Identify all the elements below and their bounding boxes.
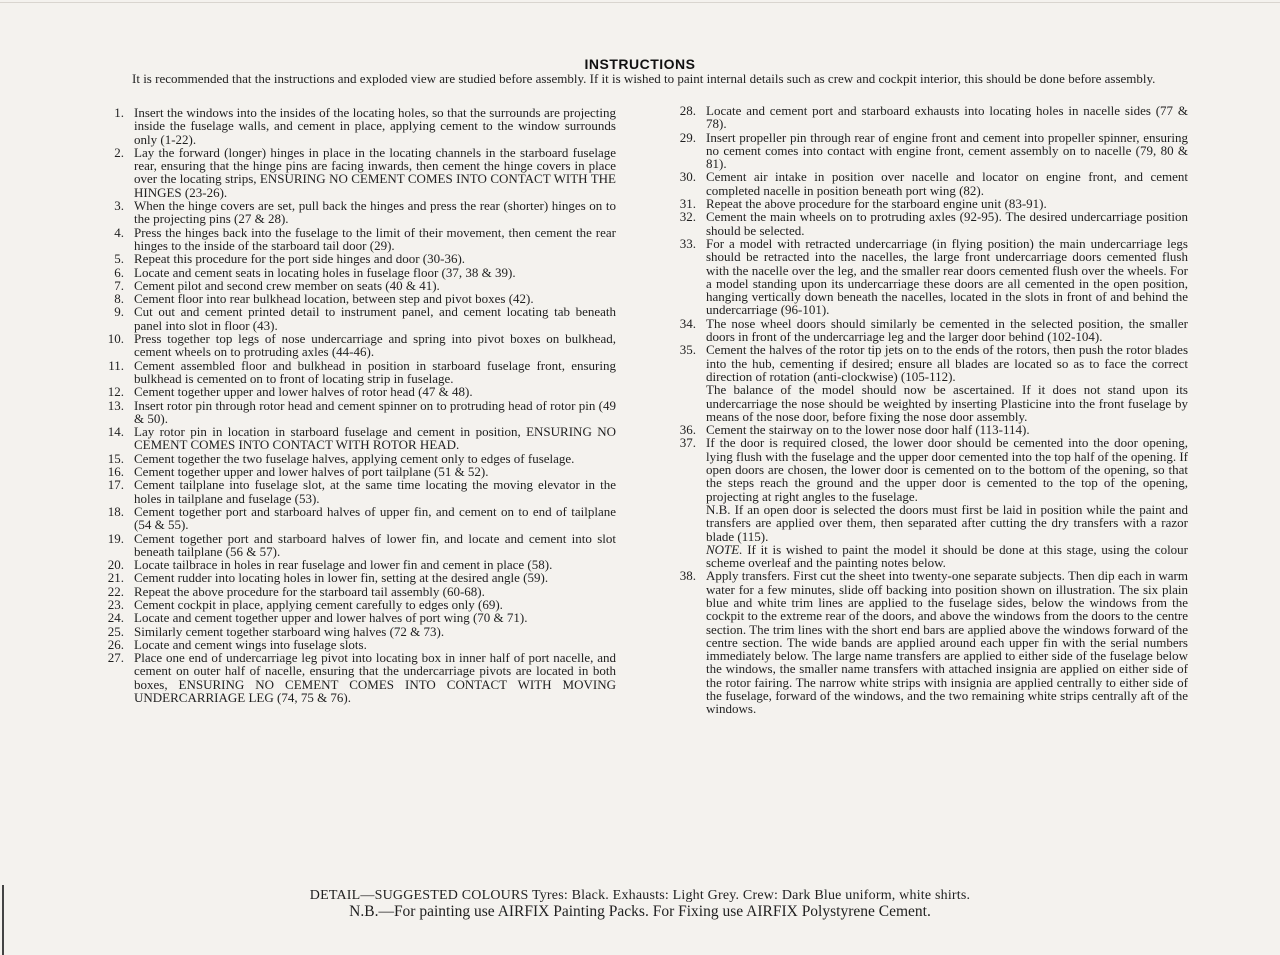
step-number: 15. bbox=[107, 450, 124, 466]
instruction-step bbox=[672, 343, 1188, 423]
paint-note bbox=[706, 543, 1188, 570]
instruction-step bbox=[100, 226, 616, 253]
step-text: Lay rotor pin in location in starboard fuselage and cement in position, ENSURING NO CEMENT COMES INTO CONTACT WITH ROTOR HEAD. bbox=[134, 424, 616, 453]
page-fold-line bbox=[0, 2, 1280, 3]
instruction-step bbox=[100, 266, 616, 279]
steps-column-left bbox=[100, 106, 616, 704]
step-number: 23. bbox=[107, 596, 124, 612]
steps-column-right bbox=[672, 104, 1188, 716]
instruction-step bbox=[100, 305, 616, 332]
instruction-step bbox=[100, 199, 616, 226]
step-number: 22. bbox=[107, 583, 124, 599]
step-text: Repeat the above procedure for the starboard tail assembly (60-68). bbox=[134, 583, 485, 599]
step-text: Cement together the two fuselage halves, applying cement only to edges of fuselage. bbox=[134, 450, 575, 466]
step-number: 9. bbox=[114, 304, 124, 320]
step-text: Similarly cement together starboard wing halves (72 & 73). bbox=[134, 623, 445, 639]
instruction-step bbox=[100, 399, 616, 426]
step-text: Press the hinges back into the fuselage to the limit of their movement, then cement the rear hinges to the inside of the starboard tail door (29). bbox=[134, 224, 616, 253]
step-text: Locate tailbrace in holes in rear fuselage and lower fin and cement in place (58). bbox=[134, 557, 553, 573]
instruction-step bbox=[100, 625, 616, 638]
instruction-step bbox=[672, 210, 1188, 237]
instruction-step bbox=[100, 585, 616, 598]
instruction-step bbox=[100, 359, 616, 386]
instruction-step bbox=[672, 237, 1188, 317]
step-number: 28. bbox=[679, 103, 696, 118]
step-number: 21. bbox=[107, 570, 124, 586]
step-number: 37. bbox=[679, 435, 696, 451]
step-number: 30. bbox=[679, 169, 696, 185]
step-number: 35. bbox=[679, 342, 696, 358]
step-text: When the hinge covers are set, pull back the hinges and press the rear (shorter) hinges on to the projecting pins (27 & 28). bbox=[134, 198, 616, 227]
step-text: Locate and cement seats in locating holes in fuselage floor (37, 38 & 39). bbox=[134, 264, 516, 280]
instruction-step bbox=[100, 571, 616, 584]
instruction-step bbox=[100, 651, 616, 704]
step-number: 16. bbox=[107, 464, 124, 480]
instruction-step bbox=[100, 106, 616, 146]
intro-paragraph: It is recommended that the instructions and exploded view are studied before assembly. If it is wished to paint internal details such as crew and cockpit interior, this should be done before assembly. bbox=[132, 71, 1156, 86]
instruction-step bbox=[672, 423, 1188, 436]
step-text: Cement assembled floor and bulkhead in position in starboard fuselage front, ensuring bulkhead is cemented on to front of locating strip in fuselage. bbox=[134, 357, 616, 386]
step-text: Cement rudder into locating holes in lower fin, setting at the desired angle (59). bbox=[134, 570, 549, 586]
step-number: 29. bbox=[679, 129, 696, 145]
step-number: 12. bbox=[107, 384, 124, 400]
instruction-step bbox=[100, 638, 616, 651]
step-number: 13. bbox=[107, 397, 124, 413]
step-number: 17. bbox=[107, 477, 124, 493]
step-text: Cut out and cement printed detail to instrument panel, and cement locating tab beneath panel into slot in floor (43). bbox=[134, 304, 616, 333]
painting-note-line: N.B.—For painting use AIRFIX Painting Packs. For Fixing use AIRFIX Polystyrene Cement. bbox=[349, 903, 931, 920]
instruction-step bbox=[672, 170, 1188, 197]
step-number: 6. bbox=[114, 264, 124, 280]
step-text: For a model with retracted undercarriage (in flying position) the main undercarriage legs should be retracted into the nacelles, the large front undercarriage doors cemented flush with the nacelle over the leg, and the smaller rear doors cemented flush over the wheels. For a model standing upon its undercarriage these doors are all cemented in the open position, hanging vertically down beneath the nacelles, located in the slots in front of and behind the undercarriage (96-101). bbox=[706, 235, 1188, 318]
step-number: 33. bbox=[679, 235, 696, 251]
suggested-colours-line: DETAIL—SUGGESTED COLOURS Tyres: Black. Exhausts: Light Grey. Crew: Dark Blue uniform, white shirts. bbox=[309, 888, 971, 903]
step-text: Cement floor into rear bulkhead location, between step and pivot boxes (42). bbox=[134, 291, 534, 307]
step-note: N.B. If an open door is selected the doors must first be laid in position while the paint and transfers are applied over them, then separated after cutting the dry transfers with a razor blade (115). bbox=[706, 501, 1188, 544]
step-number: 5. bbox=[114, 251, 124, 267]
step-text: Insert the windows into the insides of the locating holes, so that the surrounds are projecting inside the fuselage walls, and cement in place, applying cement to the window surrounds only (1-22). bbox=[134, 105, 616, 147]
step-text: Cement the stairway on to the lower nose door half (113-114). bbox=[706, 422, 1030, 438]
step-number: 24. bbox=[107, 610, 124, 626]
step-text: Locate and cement wings into fuselage slots. bbox=[134, 636, 367, 652]
step-text: Insert rotor pin through rotor head and cement spinner on to protruding head of rotor pin (49 & 50). bbox=[134, 397, 616, 426]
instruction-step bbox=[672, 104, 1188, 131]
step-number: 19. bbox=[107, 530, 124, 546]
step-number: 25. bbox=[107, 623, 124, 639]
instruction-step bbox=[100, 505, 616, 532]
step-text: Repeat this procedure for the port side hinges and door (30-36). bbox=[134, 251, 466, 267]
step-text: Press together top legs of nose undercarriage and spring into pivot boxes on bulkhead, cement wheels on to protruding axles (44-46). bbox=[134, 331, 616, 360]
instruction-step bbox=[100, 598, 616, 611]
step-text: Insert propeller pin through rear of engine front and cement into propeller spinner, ensuring no cement comes into contact with engine front, cement assembly on to nacelle (79, 80 & 81). bbox=[706, 129, 1188, 172]
instruction-step bbox=[100, 611, 616, 624]
instruction-step bbox=[672, 131, 1188, 171]
instruction-step bbox=[100, 452, 616, 465]
instruction-step bbox=[100, 252, 616, 265]
instruction-step bbox=[100, 532, 616, 559]
paint-note-text: If it is wished to paint the model it should be done at this stage, using the colour scheme overleaf and the painting notes below. bbox=[706, 541, 1189, 571]
instruction-step bbox=[100, 292, 616, 305]
step-text: Locate and cement port and starboard exhausts into locating holes in nacelle sides (77 & 78). bbox=[706, 103, 1188, 132]
step-number: 36. bbox=[679, 422, 696, 438]
instruction-step bbox=[100, 478, 616, 505]
step-number: 31. bbox=[679, 196, 696, 212]
step-number: 18. bbox=[107, 503, 124, 519]
step-text: Cement the halves of the rotor tip jets on to the ends of the rotors, then push the rotor blades into the hub, cementing if desired; ensure all blades are located so as to face the correct direction of rotation (anti-clockwise) (105-112). bbox=[706, 342, 1188, 384]
instruction-step bbox=[100, 385, 616, 398]
instruction-step bbox=[672, 436, 1188, 569]
step-text: Apply transfers. First cut the sheet into twenty-one separate subjects. Then dip each in warm water for a few minutes, slide off backing into position shown on illustration. The six plain blue and white trim lines are applied to the fuselage sides, below the windows from the cockpit to the extreme rear of the doors, and above the windows from the doors to the centre section. The trim lines with the short end bars are applied above the windows forward of the centre section. The wide bands are applied around each upper fin with the serial numbers immediately below. The large name transfers are applied to either side of the fuselage below the windows, the smaller name transfers with attached insignia are applied on either side of the rotor fairing. The narrow white strips with insignia are applied centrally to either side of the fuselage, forward of the windows, and the two remaining white strips centrally aft of the windows. bbox=[706, 568, 1188, 717]
instruction-step bbox=[100, 146, 616, 199]
instruction-step bbox=[100, 558, 616, 571]
step-text: Cement air intake in position over nacelle and locator on engine front, and cement completed nacelle in position beneath port wing (82). bbox=[706, 169, 1188, 198]
step-number: 10. bbox=[107, 331, 124, 347]
step-text: Cement the main wheels on to protruding axles (92-95). The desired undercarriage position should be selected. bbox=[706, 209, 1188, 238]
step-number: 14. bbox=[107, 424, 124, 440]
step-number: 32. bbox=[679, 209, 696, 225]
paint-note-label: NOTE. bbox=[706, 541, 743, 557]
step-number: 11. bbox=[108, 357, 124, 373]
step-text: Repeat the above procedure for the starboard engine unit (83-91). bbox=[706, 196, 1047, 212]
page-title: INSTRUCTIONS bbox=[584, 56, 696, 72]
step-text: Cement together port and starboard halves of lower fin, and locate and cement into slot beneath tailplane (56 & 57). bbox=[134, 530, 616, 559]
step-text: Cement pilot and second crew member on seats (40 & 41). bbox=[134, 277, 440, 293]
step-number: 34. bbox=[679, 315, 696, 331]
step-text: The nose wheel doors should similarly be cemented in the selected position, the smaller doors in front of the undercarriage leg and the larger door behind (102-104). bbox=[706, 315, 1188, 345]
instruction-step bbox=[100, 425, 616, 452]
step-number: 2. bbox=[114, 144, 124, 160]
step-text: Cement tailplane into fuselage slot, at the same time locating the moving elevator in the holes in tailplane and fuselage (53). bbox=[134, 477, 616, 506]
step-text: Cement cockpit in place, applying cement carefully to edges only (69). bbox=[134, 596, 503, 612]
step-note: The balance of the model should now be ascertained. If it does not stand upon its undercarriage the nose should be weighted by inserting Plasticine into the front fuselage by means of the nose door, before fixing the nose door assembly. bbox=[706, 382, 1188, 424]
step-number: 4. bbox=[114, 224, 124, 240]
step-number: 7. bbox=[114, 277, 124, 293]
step-number: 20. bbox=[107, 557, 124, 573]
instruction-step bbox=[672, 197, 1188, 210]
instruction-step bbox=[100, 332, 616, 359]
step-number: 1. bbox=[114, 105, 124, 120]
step-number: 27. bbox=[107, 650, 124, 666]
instruction-step bbox=[672, 569, 1188, 715]
instruction-step bbox=[672, 317, 1188, 344]
step-text: Place one end of undercarriage leg pivot into locating box in inner half of port nacelle, and cement on outer half of nacelle, ensuring that the undercarriage pivots are located in both boxes, ENSURING NO CEMENT COMES INTO CONTACT WITH MOVING UNDERCARRIAGE LEG (74, 75 & 76). bbox=[134, 650, 616, 706]
step-text: If the door is required closed, the lower door should be cemented into the door opening, lying flush with the fuselage and the upper door cemented into the top half of the opening. If open doors are chosen, the lower door is cemented on to the bottom of the opening, so that the steps reach the ground and the upper door is cemented to the top of the opening, projecting at right angles to the fuselage. bbox=[706, 435, 1188, 504]
step-number: 3. bbox=[114, 198, 124, 214]
step-text: Cement together upper and lower halves of rotor head (47 & 48). bbox=[134, 384, 473, 400]
instruction-step bbox=[100, 465, 616, 478]
step-number: 8. bbox=[114, 291, 124, 307]
step-text: Locate and cement together upper and lower halves of port wing (70 & 71). bbox=[134, 610, 528, 626]
step-text: Lay the forward (longer) hinges in place in the locating channels in the starboard fuselage rear, ensuring that the hinge pins are facing inwards, then cement the hinge covers in place over the locating strips, ENSURING NO CEMENT COMES INTO CONTACT WITH THE HINGES (23-26). bbox=[134, 144, 616, 200]
step-text: Cement together port and starboard halves of upper fin, and cement on to end of tailplane (54 & 55). bbox=[134, 503, 616, 533]
instruction-step bbox=[100, 279, 616, 292]
step-text: Cement together upper and lower halves of port tailplane (51 & 52). bbox=[134, 464, 489, 480]
step-number: 26. bbox=[107, 636, 124, 652]
step-number: 38. bbox=[679, 568, 696, 584]
